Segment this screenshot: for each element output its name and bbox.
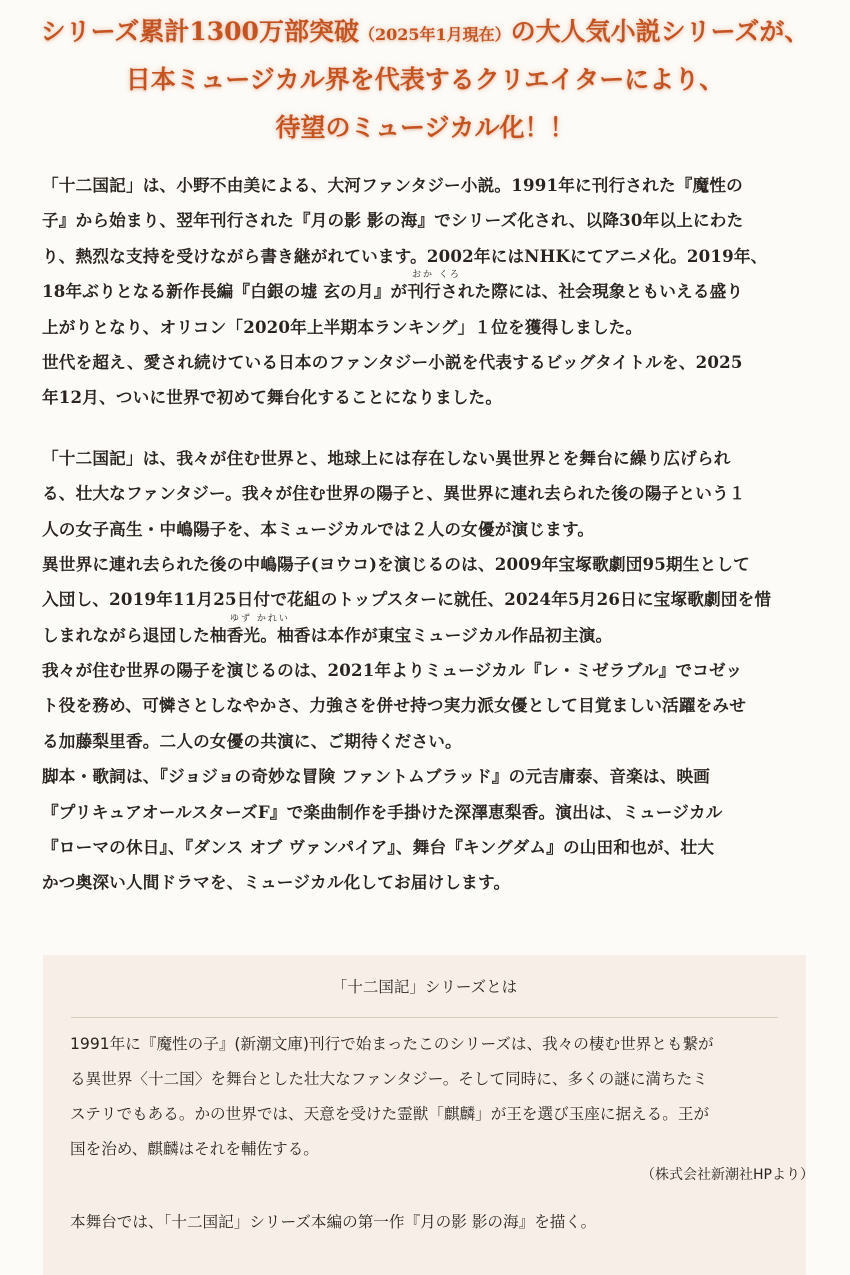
series-info-line: ステリでもある。かの世界では、天意を受けた霊獣「麒麟」が王を選び玉座に据える。王が [70, 1105, 710, 1123]
article-body [42, 168, 812, 901]
headline-line-3: 待望のミュージカル化！！ [275, 113, 575, 142]
series-info-title: 「十二国記」シリーズとは [331, 978, 518, 996]
story-line: る加藤梨里香。二人の女優の共演に、ご期待ください。 [42, 730, 462, 751]
intro-line: 「十二国記」は、小野不由美による、大河ファンタジー小説。1991年に刊行された『魔性の [42, 175, 743, 195]
story-line: ト役を務め、可憐さとしなやかさ、力強さを併せ持つ実力派女優として目覚ましい活躍をみせ [42, 695, 747, 716]
ruby-yuzukarei: ゆず かれい [230, 613, 290, 624]
intro-line: 年12月、ついに世界で初めて舞台化することになりました。 [42, 387, 503, 408]
intro-line [42, 270, 812, 309]
story-line: 『プリキュアオールスターズF』で楽曲制作を手掛けた深澤恵梨香。演出は、ミュージカル [42, 801, 723, 822]
series-info-text [70, 1027, 782, 1167]
divider [71, 1017, 778, 1018]
ruby-okakuro: おか くろ [412, 270, 461, 281]
headline [0, 8, 850, 152]
headline-line-2: 日本ミュージカル界を代表するクリエイターにより、 [125, 65, 725, 94]
story-line: 脚本・歌詞は、『ジョジョの奇妙な冒険 ファントムブラッド』の元吉庸泰、音楽は、映画 [42, 766, 711, 787]
story-line: 人の女子高生・中嶋陽子を、本ミュージカルでは２人の女優が演じます。 [42, 518, 595, 539]
story-line [42, 613, 812, 653]
intro-line-text: 18年ぶりとなる新作長編『白銀の墟 玄の月』が刊行された際には、社会現象ともいえる盛り [42, 281, 744, 302]
series-info-line: 国を治め、麒麟はそれを輔佐する。 [70, 1140, 319, 1158]
story-line: 入団し、2019年11月25日付で花組のトップスターに就任、2024年5月26日に宝塚歌劇団を惜 [42, 589, 772, 610]
intro-line: り、熱烈な支持を受けながら書き継がれています。2002年にはNHKにてアニメ化。2019年、 [42, 245, 768, 266]
headline-line-1-tail: の大人気小説シリーズが、 [510, 17, 810, 46]
series-info-line: る異世界〈十二国〉を舞台とした壮大なファンタジー。そして同時に、多くの謎に満ちたミ [70, 1070, 708, 1088]
story-line: 我々が住む世界の陽子を演じるのは、2021年よりミュージカル『レ・ミゼラブル』でコゼッ [42, 660, 743, 681]
series-info-line: 1991年に『魔性の子』(新潮文庫)刊行で始まったこのシリーズは、我々の棲む世界とも繋が [70, 1035, 714, 1053]
source-credit: （株式会社新潮社HPより） [641, 1167, 814, 1183]
story-line: 『ローマの休日』、『ダンス オブ ヴァンパイア』、舞台『キングダム』の山田和也が、壮大 [42, 837, 715, 858]
headline-line-1-main: シリーズ累計1300万部突破 [40, 17, 359, 46]
story-line: る、壮大なファンタジー。我々が住む世界の陽子と、異世界に連れ去られた後の陽子という１ [42, 483, 746, 504]
headline-line-1 [0, 8, 850, 56]
story-line-text: しまれながら退団した柚香光。柚香は本作が東宝ミュージカル作品初主演。 [42, 624, 613, 645]
intro-line: 子』から始まり、翌年刊行された『月の影 影の海』でシリーズ化され、以降30年以上にわた [42, 210, 744, 231]
story-line: 異世界に連れ去られた後の中嶋陽子(ヨウコ)を演じるのは、2009年宝塚歌劇団95期生として [42, 553, 750, 574]
intro-line: 上がりとなり、オリコン「2020年上半期本ランキング」１位を獲得しました。 [42, 316, 643, 337]
story-line: かつ奥深い人間ドラマを、ミュージカル化してお届けします。 [42, 872, 511, 893]
story-line: 「十二国記」は、我々が住む世界と、地球上には存在しない異世界とを舞台に繰り広げられ [42, 447, 731, 468]
intro-line: 世代を超え、愛され続けている日本のファンタジー小説を代表するビッグタイトルを、2025 [42, 351, 743, 372]
stage-note: 本舞台では、「十二国記」シリーズ本編の第一作『月の影 影の海』を描く。 [70, 1213, 597, 1231]
headline-date-note: （2025年1月現在） [358, 25, 511, 44]
